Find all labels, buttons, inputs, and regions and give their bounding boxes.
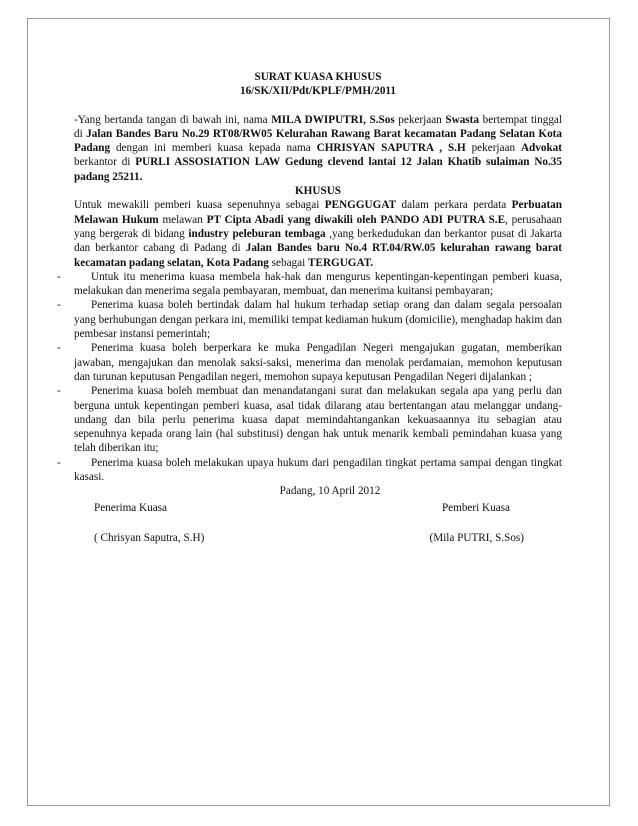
khusus-heading: KHUSUS — [294, 185, 341, 198]
clause-item — [57, 384, 562, 455]
clause-item — [57, 298, 562, 341]
defendant-name: PT Cipta Abadi yang diwakili oleh PANDO ADI PUTRA S.E — [206, 213, 506, 226]
clause-text: Penerima kuasa boleh berperkara ke muka Pengadilan Negeri mengajukan gugatan, memberikan jawaban, mengajukan dan menolak saksi-saksi, menerima dan menolak perdamaian, memohon keputusan dan turunan keputusan Pengadilan negeri, memohon supaya keputusan Pengadilan Negeri dijalankan ; — [74, 342, 562, 383]
defendant-industry: industry peleburan tembaga — [188, 227, 326, 240]
purpose-text-3: melawan — [158, 213, 207, 226]
clause-dash: - — [57, 299, 61, 312]
purpose-paragraph — [74, 198, 562, 269]
grantee-name: CHRISYAN SAPUTRA , S.H — [316, 142, 466, 155]
plaintiff-label: PENGGUGAT — [324, 199, 397, 212]
clause-item — [57, 341, 562, 384]
grantee-signature-name: ( Chrisyan Saputra, S.H) — [94, 531, 205, 544]
date-place: Padang, 10 April 2012 — [279, 485, 381, 498]
intro-text-2: pekerjaan — [394, 113, 446, 126]
defendant-label: TERGUGAT. — [308, 256, 374, 269]
clause-text: Untuk itu menerima kuasa membela hak-hak dan mengurus kepentingan-kepentingan pemberi kuasa, melakukan dan menerima segala pembayaran, membuat, dan menerima kuitansi pembayaran; — [74, 270, 562, 298]
intro-text-5: pekerjaan — [465, 142, 521, 155]
signature-names — [74, 531, 562, 545]
intro-paragraph — [74, 113, 562, 184]
clause-item — [57, 270, 562, 299]
clause-text: Penerima kuasa boleh bertindak dalam hal hukum terhadap setiap orang dan dalam segala persoalan yang berhubungan dengan perkara ini, memiliki tempat kediaman hukum (domicilie), menghadap hakim dan pembesar instansi pemerintah; — [74, 299, 562, 341]
intro-text-4: dengan ini memberi kuasa kepada nama — [110, 142, 317, 155]
grantee-role-label: Penerima Kuasa — [94, 501, 168, 514]
grantee-occupation: Advokat — [520, 142, 562, 155]
grantor-occupation: Swasta — [445, 113, 479, 126]
defendant-address: Jalan Bandes baru No.4 RT.04/RW.05 kelurahan rawang barat kecamatan padang selatan, Kota Padang — [74, 242, 562, 269]
purpose-text-5: ,yang berkedudukan dan berkantor pusat di Jakarta dan berkantor cabang di Padang di — [74, 227, 562, 255]
clause-dash: - — [57, 456, 61, 469]
clause-text: Penerima kuasa boleh melakukan upaya hukum dari pengadilan tingkat pertama sampai dengan tingkat kasasi. — [74, 456, 562, 484]
clause-text: Penerima kuasa boleh membuat dan menandatangani surat dan melakukan segala apa yang perlu dan berguna untuk kepentingan pemberi kuasa, asal tidak dilarang atau bertentangan atau melanggar undang-undang dan bila perlu penerima kuasa dapat memindahtangankan kekuasaannya itu sebagian atau sepenuhnya kepada orang lain (hal substitusi) dengan hak untuk menarik kembali pemindahan kuasa yang telah diberikan itu; — [74, 385, 562, 455]
purpose-text-4: , perusahaan yang bergerak di bidang — [74, 213, 562, 240]
clause-dash: - — [57, 385, 61, 398]
clause-item — [57, 456, 562, 485]
intro-text-6: berkantor di — [74, 156, 136, 169]
clause-dash: - — [57, 270, 61, 283]
purpose-text-6: sebagai — [268, 256, 309, 269]
signature-roles — [74, 501, 562, 515]
clause-dash: - — [57, 342, 61, 355]
grantor-name: MILA DWIPUTRI, S.Sos — [271, 113, 395, 126]
grantor-role-label: Pemberi Kuasa — [441, 501, 510, 514]
intro-text-1: -Yang bertanda tangan di bawah ini, nama — [74, 113, 272, 126]
letter-body — [57, 70, 563, 545]
letter-title: SURAT KUASA KHUSUS — [254, 71, 382, 83]
purpose-text-2: dalam perkara perdata — [396, 199, 512, 212]
letter-number: 16/SK/XII/Pdt/KPLF/PMH/2011 — [239, 85, 396, 98]
grantee-office: PURLI ASSOSIATION LAW Gedung clevend lantai 12 Jalan Khatib sulaiman No.35 padang 25211. — [74, 156, 562, 183]
grantor-address: Jalan Bandes Baru No.29 RT08/RW05 Kelurahan Rawang Barat kecamatan Padang Selatan Kota Padang — [74, 127, 562, 155]
intro-text-3: bertempat tinggal di — [74, 113, 563, 140]
purpose-text-1: Untuk mewakili pemberi kuasa sepenuhnya sebagai — [74, 199, 325, 212]
grantor-signature-name: (Mila PUTRI, S.Sos) — [429, 531, 524, 544]
case-type: Perbuatan Melawan Hukum — [74, 199, 562, 226]
